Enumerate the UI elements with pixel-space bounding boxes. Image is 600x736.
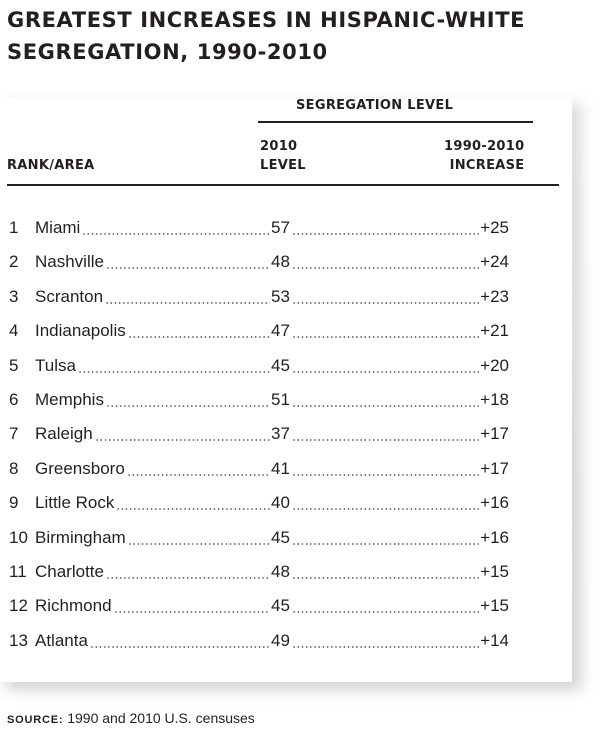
level-2010-value: 37 [271, 424, 290, 444]
rank-number: 11 [9, 562, 27, 581]
increase-value: +24 [480, 252, 509, 272]
leader-dots [128, 336, 270, 338]
level-2010-value: 45 [271, 355, 290, 375]
area-name: Raleigh [35, 424, 93, 444]
table-row [9, 526, 509, 550]
table-row [9, 319, 509, 343]
leader-dots [292, 371, 479, 373]
leader-dots [127, 474, 270, 476]
leader-dots [292, 508, 479, 510]
leader-dots [105, 302, 270, 304]
area-name: Charlotte [35, 562, 104, 581]
leader-dots [106, 267, 270, 269]
area-name: Tulsa [35, 355, 76, 375]
table-row [9, 354, 509, 378]
rank-number: 10 [9, 527, 28, 547]
source-note [7, 708, 255, 730]
area-name: Atlanta [35, 630, 88, 650]
leader-dots [292, 646, 479, 648]
rank-number: 13 [9, 630, 28, 650]
rank-number: 9 [9, 493, 19, 513]
leader-dots [292, 474, 479, 476]
leader-dots [292, 336, 479, 338]
leader-dots [78, 371, 270, 373]
increase-value: +17 [480, 458, 509, 478]
title-line-2: SEGREGATION, 1990-2010 [7, 40, 328, 64]
increase-value: +17 [480, 424, 509, 444]
leader-dots [292, 439, 479, 441]
area-name: Scranton [35, 286, 104, 306]
header-rank-area: RANK/AREA [7, 158, 95, 173]
source-label: SOURCE: [7, 714, 64, 726]
level-2010-value: 47 [271, 321, 290, 341]
rank-number: 3 [9, 286, 19, 306]
area-name: Little Rock [35, 493, 115, 513]
level-2010-value: 45 [271, 527, 290, 547]
area-name: Indianapolis [35, 321, 126, 341]
rank-number: 1 [9, 218, 19, 237]
page-title [7, 4, 525, 68]
level-2010-value: 57 [271, 218, 290, 237]
rank-number: 5 [9, 355, 19, 375]
leader-dots [128, 543, 270, 545]
increase-value: +16 [480, 527, 509, 547]
increase-value: +16 [480, 493, 509, 513]
area-name: Birmingham [35, 527, 126, 547]
increase-value: +14 [480, 630, 509, 650]
leader-dots [292, 267, 479, 269]
leader-dots [292, 302, 479, 304]
area-name: Greensboro [35, 458, 125, 478]
leader-dots [292, 577, 479, 579]
header-2010-level [260, 137, 306, 175]
rank-number: 7 [9, 424, 19, 444]
table-row [9, 560, 509, 584]
header-increase [444, 137, 524, 175]
level-2010-value: 49 [271, 630, 290, 650]
leader-dots [292, 543, 479, 545]
increase-value: +25 [480, 218, 509, 237]
leader-dots [82, 233, 270, 235]
increase-value: +20 [480, 355, 509, 375]
leader-dots [90, 646, 270, 648]
leader-dots [106, 405, 270, 407]
header-group-rule [258, 121, 533, 123]
leader-dots [292, 233, 479, 235]
increase-value: +21 [480, 321, 509, 341]
leader-dots [106, 577, 270, 579]
header-bottom-rule [7, 184, 559, 186]
rank-number: 8 [9, 458, 19, 478]
table-row [9, 594, 509, 618]
increase-value: +23 [480, 286, 509, 306]
level-2010-value: 53 [271, 286, 290, 306]
increase-value: +18 [480, 390, 509, 409]
increase-value: +15 [480, 562, 509, 581]
header-level-line1: 2010 [260, 139, 298, 154]
rank-number: 4 [9, 321, 19, 341]
level-2010-value: 40 [271, 493, 290, 513]
leader-dots [114, 611, 270, 613]
header-segregation-level: SEGREGATION LEVEL [296, 98, 454, 113]
table-row [9, 216, 509, 240]
table-row [9, 285, 509, 309]
rank-number: 2 [9, 252, 19, 272]
leader-dots [292, 405, 479, 407]
table-row [9, 629, 509, 653]
source-text: 1990 and 2010 U.S. censuses [63, 710, 255, 726]
level-2010-value: 48 [271, 562, 290, 581]
area-name: Memphis [35, 390, 104, 409]
table-row [9, 457, 509, 481]
level-2010-value: 51 [271, 390, 290, 409]
increase-value: +15 [480, 596, 509, 616]
area-name: Nashville [35, 252, 104, 272]
leader-dots [292, 611, 479, 613]
table-row [9, 250, 509, 274]
level-2010-value: 48 [271, 252, 290, 272]
header-increase-line1: 1990-2010 [444, 139, 525, 154]
leader-dots [116, 508, 270, 510]
table-row [9, 491, 509, 515]
title-line-1: GREATEST INCREASES IN HISPANIC-WHITE [7, 8, 526, 32]
header-level-line2: LEVEL [260, 158, 306, 173]
level-2010-value: 41 [271, 458, 290, 478]
table-row [9, 388, 509, 412]
header-increase-line2: INCREASE [449, 158, 525, 173]
area-name: Richmond [35, 596, 112, 616]
level-2010-value: 45 [271, 596, 290, 616]
area-name: Miami [35, 218, 81, 237]
table-row [9, 422, 509, 446]
rank-number: 6 [9, 390, 19, 409]
rank-number: 12 [9, 596, 28, 616]
leader-dots [95, 439, 270, 441]
